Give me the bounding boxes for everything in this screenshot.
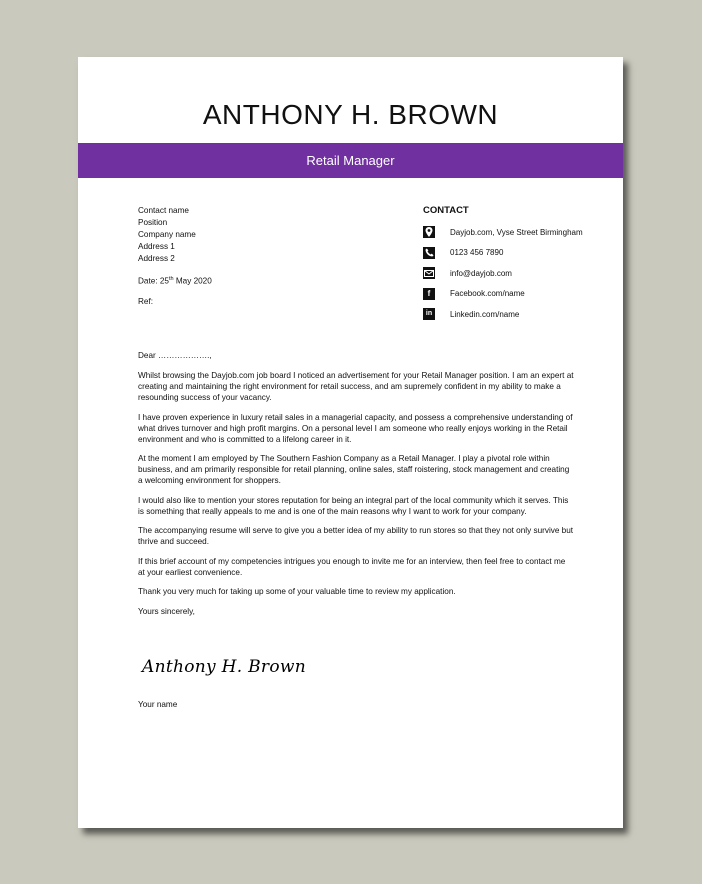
salutation: Dear ………………., xyxy=(138,351,212,360)
recipient-contact-name: Contact name xyxy=(138,206,189,215)
closing: Yours sincerely, xyxy=(138,606,195,616)
contact-linkedin: in Linkedin.com/name xyxy=(423,307,583,321)
recipient-company: Company name xyxy=(138,230,196,239)
facebook-icon: f xyxy=(423,288,435,300)
paragraph: Whilst browsing the Dayjob.com job board I noticed an advertisement for your Retail Manager position. I am an expert at creating and maintaining the right environment for retail success, and am supremely confident in my ability to make a resounding success of your vacancy. xyxy=(138,371,574,402)
paragraph: If this brief account of my competencies intrigues you enough to invite me for an interview, then feel free to contact me at your earliest convenience. xyxy=(138,556,566,577)
paragraph: Thank you very much for taking up some of your valuable time to review my application. xyxy=(138,587,456,596)
position-title: Retail Manager xyxy=(306,153,395,168)
recipient-position: Position xyxy=(138,218,168,227)
paragraph: I would also like to mention your stores reputation for being an integral part of the local community which it serves. This is something that really appeals to me and is one of the main reasons why I want to work for your company. xyxy=(138,495,569,516)
paragraph: I have proven experience in luxury retail sales in a managerial capacity, and possess a comprehensive understanding of what drives turnover and high profit margins. On a personal level I am someone who really enjoys working in the Retail environment and who is committed to a lifelong career in it. xyxy=(138,412,573,444)
applicant-name: ANTHONY H. BROWN xyxy=(202,99,499,130)
letter-body xyxy=(138,350,574,625)
phone-icon xyxy=(423,247,435,259)
reference: Ref: xyxy=(138,296,154,306)
paragraph: At the moment I am employed by The Southern Fashion Company as a Retail Manager. I play a pivotal role within business, and am primarily responsible for retail planning, online sales, staff roistering, stock management and creating a welcoming environment for shoppers. xyxy=(138,454,570,485)
cover-letter-page xyxy=(78,57,623,828)
letter-date: Date: 25th May 2020 xyxy=(138,276,212,286)
location-pin-icon xyxy=(423,226,435,238)
signature: Anthony H. Brown xyxy=(142,657,306,677)
contact-heading: CONTACT xyxy=(423,205,469,216)
position-banner xyxy=(78,143,623,178)
contact-phone: 0123 456 7890 xyxy=(423,246,583,260)
recipient-address-1: Address 1 xyxy=(138,242,175,251)
contact-email: info@dayjob.com xyxy=(423,266,583,280)
linkedin-icon: in xyxy=(423,308,435,320)
contact-block xyxy=(423,205,583,328)
recipient-block xyxy=(138,205,212,308)
email-icon xyxy=(423,267,435,279)
your-name: Your name xyxy=(138,700,178,709)
contact-facebook: f Facebook.com/name xyxy=(423,287,583,301)
recipient-address-2: Address 2 xyxy=(138,254,175,263)
paragraph: The accompanying resume will serve to give you a better idea of my ability to run stores so that they not only survive but thrive and succeed. xyxy=(138,526,574,546)
contact-address: Dayjob.com, Vyse Street Birmingham xyxy=(423,225,583,239)
